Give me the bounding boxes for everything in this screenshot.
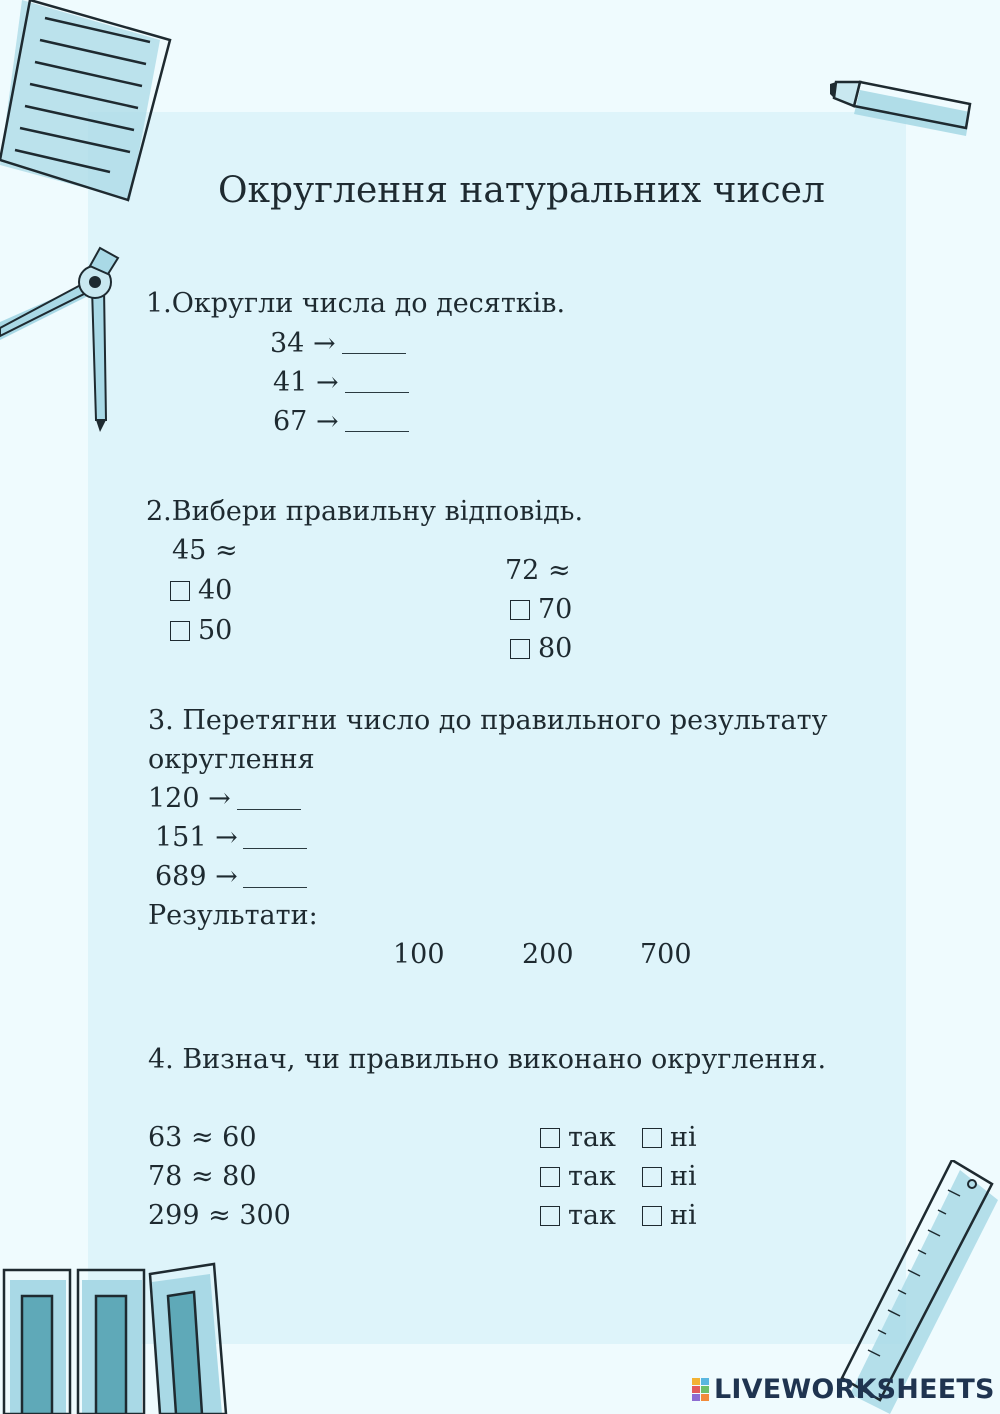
yes-label: так <box>568 1161 616 1192</box>
yes-label: так <box>568 1200 616 1231</box>
task2-heading: 2.Вибери правильну відповідь. <box>146 496 584 527</box>
checkbox-icon <box>170 621 190 641</box>
checkbox-icon <box>170 581 190 601</box>
footer-brand[interactable]: LIVEWORKSHEETS <box>714 1374 995 1405</box>
task4-row-expr: 78 ≈ 80 <box>148 1161 257 1192</box>
checkbox-icon <box>540 1128 560 1148</box>
task1-answer-blank[interactable] <box>342 353 406 354</box>
marker-icon <box>830 72 1000 152</box>
notebook-paper-icon <box>0 0 180 210</box>
task3-drop-target[interactable] <box>237 809 301 810</box>
yes-label: так <box>568 1122 616 1153</box>
task4-yes-checkbox[interactable] <box>540 1124 616 1151</box>
checkbox-icon <box>510 639 530 659</box>
checkbox-icon <box>540 1167 560 1187</box>
task2-option-checkbox[interactable] <box>170 577 232 604</box>
task3-item-expr: 689 → <box>155 861 238 892</box>
task4-yes-checkbox[interactable] <box>540 1202 616 1229</box>
checkbox-icon <box>642 1128 662 1148</box>
task2-option-checkbox[interactable] <box>170 617 232 644</box>
task3-item-expr: 120 → <box>148 783 231 814</box>
task4-no-checkbox[interactable] <box>642 1163 697 1190</box>
task3-item-expr: 151 → <box>155 822 238 853</box>
task3-drop-target[interactable] <box>243 848 307 849</box>
task2-option-checkbox[interactable] <box>510 635 572 662</box>
task1-item-expr: 41 → <box>273 367 339 398</box>
task3-results-label: Результати: <box>148 900 318 931</box>
task2-prompt: 72 ≈ <box>505 555 571 586</box>
liveworksheets-logo-icon <box>692 1378 710 1402</box>
worksheet-title: Округлення натуральних чисел <box>218 170 825 211</box>
task4-row-expr: 63 ≈ 60 <box>148 1122 257 1153</box>
option-label: 40 <box>198 575 233 606</box>
task4-yes-checkbox[interactable] <box>540 1163 616 1190</box>
task3-draggable-result[interactable]: 100 <box>393 939 445 970</box>
option-label: 80 <box>538 633 573 664</box>
checkbox-icon <box>642 1167 662 1187</box>
no-label: ні <box>670 1200 697 1231</box>
binders-icon <box>0 1260 230 1414</box>
task4-heading: 4. Визнач, чи правильно виконано округлення. <box>148 1044 827 1075</box>
checkbox-icon <box>510 600 530 620</box>
task2-option-checkbox[interactable] <box>510 596 572 623</box>
task4-no-checkbox[interactable] <box>642 1202 697 1229</box>
task3-draggable-result[interactable]: 200 <box>522 939 574 970</box>
task3-heading-continued: округлення <box>148 744 315 775</box>
task3-drop-target[interactable] <box>243 887 307 888</box>
checkbox-icon <box>540 1206 560 1226</box>
compass-icon <box>0 240 130 440</box>
no-label: ні <box>670 1122 697 1153</box>
task1-answer-blank[interactable] <box>345 431 409 432</box>
task1-heading: 1.Округли числа до десятків. <box>146 288 566 319</box>
task2-prompt: 45 ≈ <box>172 535 238 566</box>
task3-heading: 3. Перетягни число до правильного результату <box>148 705 828 736</box>
checkbox-icon <box>642 1206 662 1226</box>
task3-draggable-result[interactable]: 700 <box>640 939 692 970</box>
no-label: ні <box>670 1161 697 1192</box>
option-label: 70 <box>538 594 573 625</box>
task1-item-expr: 67 → <box>273 406 339 437</box>
task4-row-expr: 299 ≈ 300 <box>148 1200 291 1231</box>
task1-item-expr: 34 → <box>270 328 336 359</box>
task4-no-checkbox[interactable] <box>642 1124 697 1151</box>
task1-answer-blank[interactable] <box>345 392 409 393</box>
option-label: 50 <box>198 615 233 646</box>
